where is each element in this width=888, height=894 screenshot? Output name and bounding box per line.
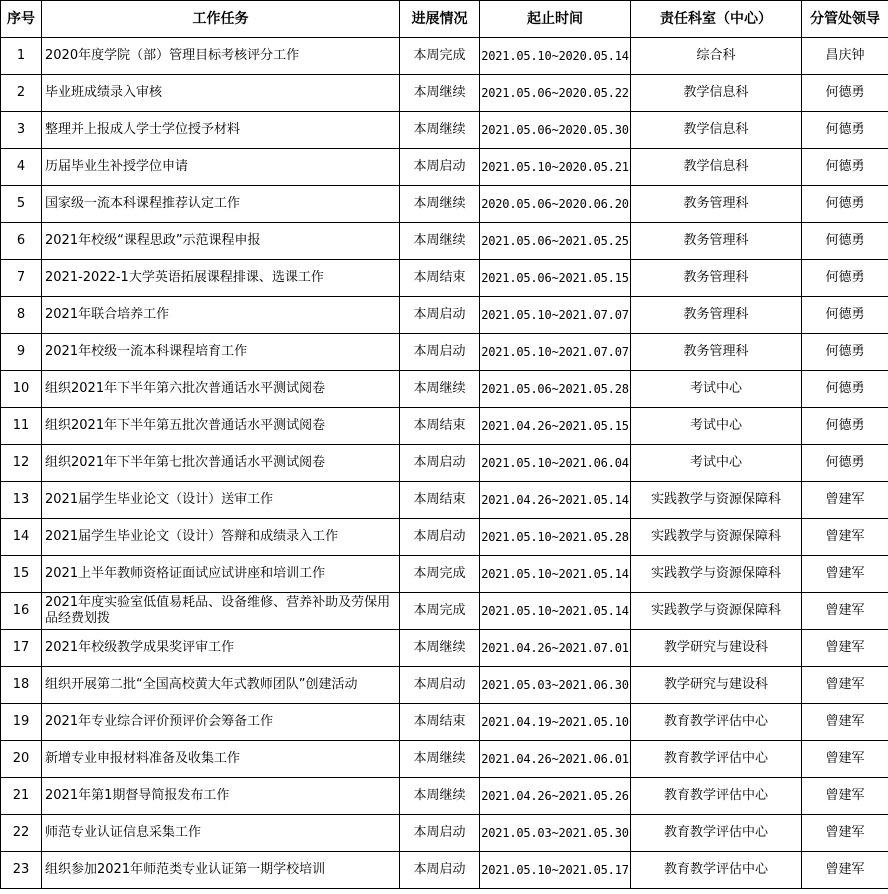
cell-progress: 本周完成 bbox=[400, 556, 480, 593]
cell-office: 实践教学与资源保障科 bbox=[631, 482, 802, 519]
cell-office: 综合科 bbox=[631, 38, 802, 75]
cell-period: 2021.04.19~2021.05.10 bbox=[480, 704, 631, 741]
cell-progress: 本周继续 bbox=[400, 778, 480, 815]
table-row bbox=[1, 852, 888, 889]
cell-period: 2020.05.06~2020.06.20 bbox=[480, 186, 631, 223]
cell-period: 2021.05.03~2021.05.30 bbox=[480, 815, 631, 852]
cell-leader: 曾建军 bbox=[802, 630, 888, 667]
header-task: 工作任务 bbox=[42, 1, 400, 38]
cell-progress: 本周启动 bbox=[400, 445, 480, 482]
table-row bbox=[1, 445, 888, 482]
cell-period: 2021.04.26~2021.05.26 bbox=[480, 778, 631, 815]
cell-leader: 曾建军 bbox=[802, 482, 888, 519]
cell-leader: 何德勇 bbox=[802, 334, 888, 371]
cell-progress: 本周完成 bbox=[400, 593, 480, 630]
cell-task: 组织开展第二批“全国高校黄大年式教师团队”创建活动 bbox=[42, 667, 400, 704]
cell-progress: 本周继续 bbox=[400, 112, 480, 149]
cell-office: 实践教学与资源保障科 bbox=[631, 593, 802, 630]
cell-progress: 本周结束 bbox=[400, 704, 480, 741]
cell-task: 师范专业认证信息采集工作 bbox=[42, 815, 400, 852]
cell-period: 2021.05.10~2021.05.14 bbox=[480, 556, 631, 593]
cell-period: 2021.05.06~2021.05.25 bbox=[480, 223, 631, 260]
table-row bbox=[1, 223, 888, 260]
cell-period: 2021.05.03~2021.06.30 bbox=[480, 667, 631, 704]
cell-office: 教学信息科 bbox=[631, 112, 802, 149]
cell-progress: 本周结束 bbox=[400, 482, 480, 519]
cell-office: 教学研究与建设科 bbox=[631, 630, 802, 667]
cell-task: 毕业班成绩录入审核 bbox=[42, 75, 400, 112]
table-row bbox=[1, 519, 888, 556]
cell-seq: 4 bbox=[1, 149, 42, 186]
cell-period: 2021.05.10~2020.05.21 bbox=[480, 149, 631, 186]
cell-period: 2021.04.26~2021.05.15 bbox=[480, 408, 631, 445]
cell-seq: 2 bbox=[1, 75, 42, 112]
cell-seq: 20 bbox=[1, 741, 42, 778]
cell-leader: 曾建军 bbox=[802, 667, 888, 704]
cell-task: 2020年度学院（部）管理目标考核评分工作 bbox=[42, 38, 400, 75]
cell-period: 2021.05.06~2021.05.15 bbox=[480, 260, 631, 297]
header-office: 责任科室（中心） bbox=[631, 1, 802, 38]
header-seq: 序号 bbox=[1, 1, 42, 38]
cell-task: 2021届学生毕业论文（设计）送审工作 bbox=[42, 482, 400, 519]
cell-leader: 何德勇 bbox=[802, 75, 888, 112]
cell-period: 2021.04.26~2021.07.01 bbox=[480, 630, 631, 667]
cell-period: 2021.05.10~2021.05.28 bbox=[480, 519, 631, 556]
cell-period: 2021.04.26~2021.05.14 bbox=[480, 482, 631, 519]
cell-progress: 本周继续 bbox=[400, 223, 480, 260]
cell-office: 教务管理科 bbox=[631, 297, 802, 334]
cell-seq: 13 bbox=[1, 482, 42, 519]
table-row bbox=[1, 408, 888, 445]
cell-office: 教育教学评估中心 bbox=[631, 815, 802, 852]
cell-period: 2021.05.06~2020.05.30 bbox=[480, 112, 631, 149]
cell-seq: 12 bbox=[1, 445, 42, 482]
cell-leader: 曾建军 bbox=[802, 519, 888, 556]
cell-office: 实践教学与资源保障科 bbox=[631, 519, 802, 556]
cell-period: 2021.05.06~2020.05.22 bbox=[480, 75, 631, 112]
cell-office: 教务管理科 bbox=[631, 223, 802, 260]
header-progress: 进展情况 bbox=[400, 1, 480, 38]
cell-office: 实践教学与资源保障科 bbox=[631, 556, 802, 593]
cell-progress: 本周继续 bbox=[400, 741, 480, 778]
cell-leader: 曾建军 bbox=[802, 815, 888, 852]
table-row bbox=[1, 778, 888, 815]
cell-office: 教学信息科 bbox=[631, 75, 802, 112]
cell-office: 考试中心 bbox=[631, 371, 802, 408]
cell-progress: 本周继续 bbox=[400, 186, 480, 223]
cell-task: 2021年专业综合评价预评价会筹备工作 bbox=[42, 704, 400, 741]
cell-task: 2021上半年教师资格证面试应试讲座和培训工作 bbox=[42, 556, 400, 593]
cell-period: 2021.05.10~2021.07.07 bbox=[480, 334, 631, 371]
cell-office: 教育教学评估中心 bbox=[631, 741, 802, 778]
cell-leader: 何德勇 bbox=[802, 408, 888, 445]
cell-seq: 19 bbox=[1, 704, 42, 741]
cell-task: 整理并上报成人学士学位授予材料 bbox=[42, 112, 400, 149]
cell-progress: 本周启动 bbox=[400, 519, 480, 556]
cell-leader: 曾建军 bbox=[802, 556, 888, 593]
cell-leader: 何德勇 bbox=[802, 260, 888, 297]
cell-leader: 曾建军 bbox=[802, 852, 888, 889]
cell-progress: 本周启动 bbox=[400, 815, 480, 852]
table-row bbox=[1, 556, 888, 593]
table-row bbox=[1, 371, 888, 408]
cell-progress: 本周结束 bbox=[400, 408, 480, 445]
table-row bbox=[1, 741, 888, 778]
cell-task: 组织2021年下半年第六批次普通话水平测试阅卷 bbox=[42, 371, 400, 408]
cell-task: 2021年度实验室低值易耗品、设备维修、营养补助及劳保用品经费划拨 bbox=[42, 593, 400, 630]
table-row bbox=[1, 297, 888, 334]
table-row bbox=[1, 38, 888, 75]
cell-leader: 曾建军 bbox=[802, 778, 888, 815]
cell-seq: 6 bbox=[1, 223, 42, 260]
table-row bbox=[1, 630, 888, 667]
cell-task: 2021-2022-1大学英语拓展课程排课、选课工作 bbox=[42, 260, 400, 297]
cell-period: 2021.05.10~2021.06.04 bbox=[480, 445, 631, 482]
cell-task: 2021年第1期督导简报发布工作 bbox=[42, 778, 400, 815]
cell-task: 2021年校级一流本科课程培育工作 bbox=[42, 334, 400, 371]
cell-task: 组织2021年下半年第七批次普通话水平测试阅卷 bbox=[42, 445, 400, 482]
cell-leader: 曾建军 bbox=[802, 704, 888, 741]
cell-seq: 21 bbox=[1, 778, 42, 815]
table-row bbox=[1, 112, 888, 149]
cell-leader: 何德勇 bbox=[802, 149, 888, 186]
cell-seq: 16 bbox=[1, 593, 42, 630]
cell-leader: 何德勇 bbox=[802, 186, 888, 223]
cell-progress: 本周完成 bbox=[400, 38, 480, 75]
cell-office: 教育教学评估中心 bbox=[631, 704, 802, 741]
table-row bbox=[1, 260, 888, 297]
cell-leader: 何德勇 bbox=[802, 445, 888, 482]
cell-leader: 曾建军 bbox=[802, 593, 888, 630]
cell-seq: 1 bbox=[1, 38, 42, 75]
cell-leader: 曾建军 bbox=[802, 741, 888, 778]
table-row bbox=[1, 593, 888, 630]
cell-seq: 23 bbox=[1, 852, 42, 889]
table-row bbox=[1, 334, 888, 371]
cell-task: 国家级一流本科课程推荐认定工作 bbox=[42, 186, 400, 223]
cell-progress: 本周继续 bbox=[400, 75, 480, 112]
cell-task: 2021届学生毕业论文（设计）答辩和成绩录入工作 bbox=[42, 519, 400, 556]
cell-seq: 10 bbox=[1, 371, 42, 408]
cell-period: 2021.05.10~2020.05.14 bbox=[480, 38, 631, 75]
cell-period: 2021.05.10~2021.05.14 bbox=[480, 593, 631, 630]
cell-office: 考试中心 bbox=[631, 445, 802, 482]
cell-leader: 何德勇 bbox=[802, 223, 888, 260]
cell-seq: 9 bbox=[1, 334, 42, 371]
cell-progress: 本周结束 bbox=[400, 260, 480, 297]
cell-seq: 11 bbox=[1, 408, 42, 445]
cell-task: 组织2021年下半年第五批次普通话水平测试阅卷 bbox=[42, 408, 400, 445]
cell-seq: 7 bbox=[1, 260, 42, 297]
cell-task: 2021年校级“课程思政”示范课程申报 bbox=[42, 223, 400, 260]
cell-seq: 17 bbox=[1, 630, 42, 667]
table-body bbox=[1, 38, 888, 889]
cell-office: 教务管理科 bbox=[631, 260, 802, 297]
table-row bbox=[1, 667, 888, 704]
cell-leader: 何德勇 bbox=[802, 112, 888, 149]
cell-office: 教务管理科 bbox=[631, 334, 802, 371]
cell-progress: 本周启动 bbox=[400, 297, 480, 334]
cell-seq: 8 bbox=[1, 297, 42, 334]
cell-leader: 昌庆钟 bbox=[802, 38, 888, 75]
cell-office: 教育教学评估中心 bbox=[631, 852, 802, 889]
cell-task: 2021年联合培养工作 bbox=[42, 297, 400, 334]
cell-seq: 18 bbox=[1, 667, 42, 704]
cell-period: 2021.04.26~2021.06.01 bbox=[480, 741, 631, 778]
cell-period: 2021.05.06~2021.05.28 bbox=[480, 371, 631, 408]
header-leader: 分管处领导 bbox=[802, 1, 888, 38]
cell-period: 2021.05.10~2021.05.17 bbox=[480, 852, 631, 889]
cell-office: 教学信息科 bbox=[631, 149, 802, 186]
cell-office: 教育教学评估中心 bbox=[631, 778, 802, 815]
cell-office: 考试中心 bbox=[631, 408, 802, 445]
table-row bbox=[1, 815, 888, 852]
cell-task: 新增专业申报材料准备及收集工作 bbox=[42, 741, 400, 778]
cell-seq: 22 bbox=[1, 815, 42, 852]
cell-seq: 14 bbox=[1, 519, 42, 556]
cell-period: 2021.05.10~2021.07.07 bbox=[480, 297, 631, 334]
cell-progress: 本周启动 bbox=[400, 852, 480, 889]
table-row bbox=[1, 149, 888, 186]
cell-progress: 本周继续 bbox=[400, 630, 480, 667]
cell-task: 2021年校级教学成果奖评审工作 bbox=[42, 630, 400, 667]
cell-seq: 15 bbox=[1, 556, 42, 593]
cell-office: 教学研究与建设科 bbox=[631, 667, 802, 704]
cell-progress: 本周启动 bbox=[400, 667, 480, 704]
cell-leader: 何德勇 bbox=[802, 371, 888, 408]
cell-progress: 本周启动 bbox=[400, 149, 480, 186]
cell-seq: 3 bbox=[1, 112, 42, 149]
cell-office: 教务管理科 bbox=[631, 186, 802, 223]
header-row bbox=[1, 1, 888, 38]
table-row bbox=[1, 75, 888, 112]
cell-progress: 本周启动 bbox=[400, 334, 480, 371]
cell-progress: 本周继续 bbox=[400, 371, 480, 408]
cell-leader: 何德勇 bbox=[802, 297, 888, 334]
cell-seq: 5 bbox=[1, 186, 42, 223]
table-row bbox=[1, 704, 888, 741]
table-row bbox=[1, 186, 888, 223]
cell-task: 历届毕业生补授学位申请 bbox=[42, 149, 400, 186]
header-period: 起止时间 bbox=[480, 1, 631, 38]
table-row bbox=[1, 482, 888, 519]
cell-task: 组织参加2021年师范类专业认证第一期学校培训 bbox=[42, 852, 400, 889]
